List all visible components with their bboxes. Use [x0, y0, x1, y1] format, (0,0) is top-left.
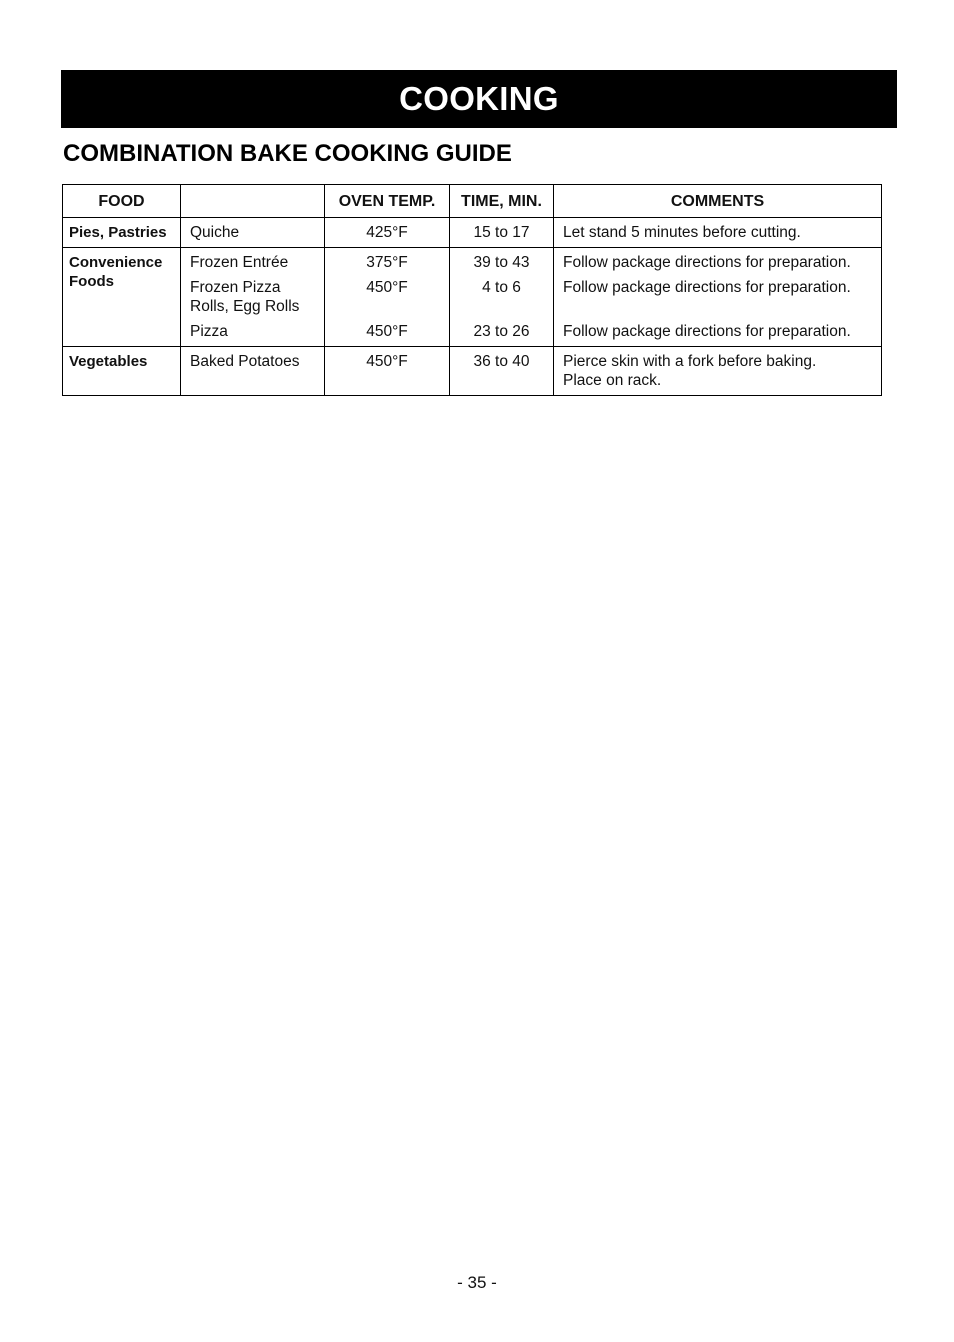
oven-temp: 425°F	[325, 218, 450, 248]
table-row	[63, 316, 882, 347]
header-oven-temp: OVEN TEMP.	[325, 185, 450, 218]
table-row	[63, 218, 882, 248]
cook-time: 4 to 6	[450, 272, 554, 316]
comment: Let stand 5 minutes before cutting.	[554, 218, 882, 248]
comment: Follow package directions for preparation.	[554, 248, 882, 273]
header-time: TIME, MIN.	[450, 185, 554, 218]
header-item	[181, 185, 325, 218]
food-item: Pizza	[181, 316, 325, 347]
header-food: FOOD	[63, 185, 181, 218]
food-category-line: Foods	[69, 273, 114, 290]
food-category: Vegetables	[63, 347, 181, 396]
chapter-title: COOKING	[399, 80, 559, 117]
table-row	[63, 248, 882, 273]
food-category-line: Convenience	[69, 254, 163, 271]
page-number: - 35 -	[457, 1273, 497, 1292]
food-item: Baked Potatoes	[181, 347, 325, 396]
table-header-row	[63, 185, 882, 218]
cooking-guide-table	[62, 184, 882, 396]
chapter-banner	[61, 70, 897, 128]
comment-line: Pierce skin with a fork before baking.	[563, 353, 817, 370]
comment-line: Place on rack.	[563, 372, 662, 389]
cook-time: 39 to 43	[450, 248, 554, 273]
comment: Follow package directions for preparation.	[554, 316, 882, 347]
oven-temp: 375°F	[325, 248, 450, 273]
food-category: Pies, Pastries	[63, 218, 181, 248]
comment	[554, 347, 882, 396]
cook-time: 23 to 26	[450, 316, 554, 347]
section-title: COMBINATION BAKE COOKING GUIDE	[63, 140, 512, 167]
table-row	[63, 272, 882, 316]
oven-temp: 450°F	[325, 272, 450, 316]
oven-temp: 450°F	[325, 316, 450, 347]
cook-time: 15 to 17	[450, 218, 554, 248]
oven-temp: 450°F	[325, 347, 450, 396]
food-item-line: Rolls, Egg Rolls	[190, 298, 300, 315]
cook-time: 36 to 40	[450, 347, 554, 396]
header-comments: COMMENTS	[554, 185, 882, 218]
food-item: Quiche	[181, 218, 325, 248]
food-item-line: Frozen Pizza	[190, 279, 281, 296]
food-category	[63, 248, 181, 347]
food-item: Frozen Entrée	[181, 248, 325, 273]
comment: Follow package directions for preparation.	[554, 272, 882, 316]
food-item	[181, 272, 325, 316]
table-row	[63, 347, 882, 396]
